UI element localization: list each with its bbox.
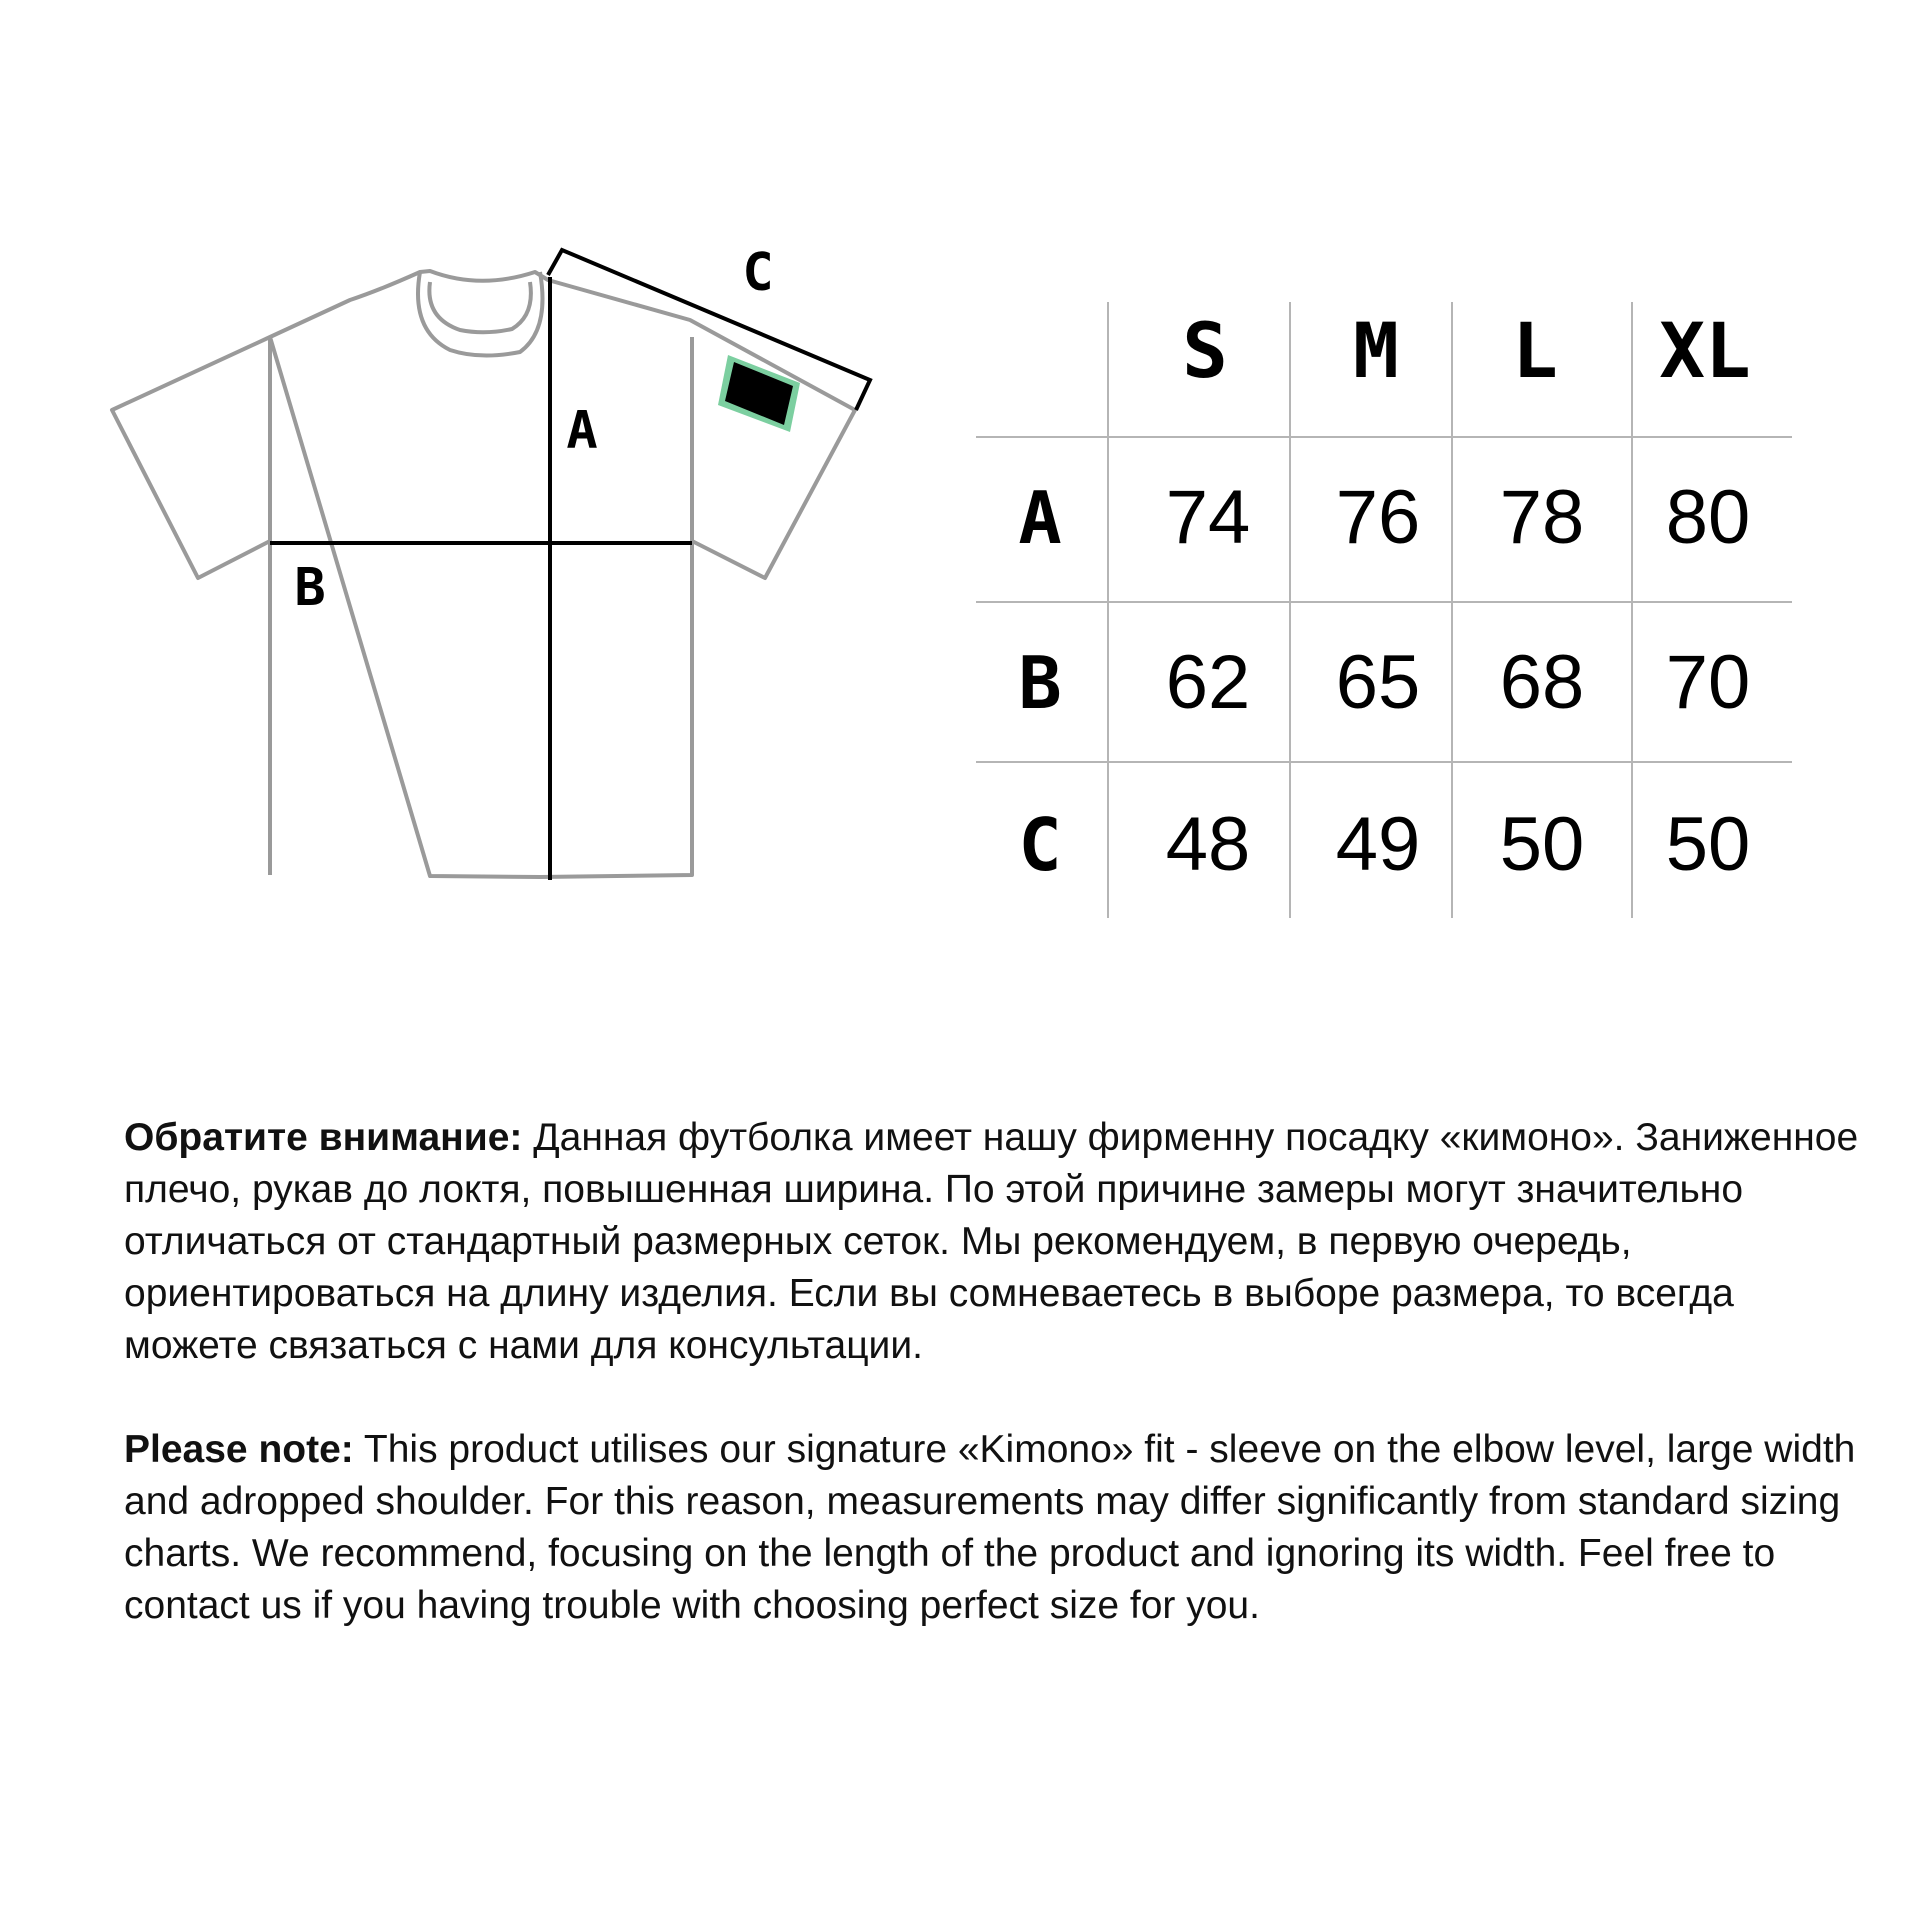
note-russian (124, 1112, 1864, 1372)
size-header-l: L (1512, 306, 1558, 395)
cell-a-l: 78 (1499, 475, 1585, 560)
size-header-xl: XL (1659, 306, 1751, 395)
chest-label-patch (718, 355, 800, 432)
note-english-label: Please note: (124, 1428, 354, 1471)
cell-c-xl: 50 (1665, 802, 1751, 887)
note-english-text: This product utilises our signature «Kimono» fit - sleeve on the elbow level, large width and adropped shoulder. For this reason, measurements may differ significantly from standard sizing charts. We recommend, focusing on the length of the product and ignoring its width. Feel free to contact us if you having trouble with choosing perfect size for you. (124, 1428, 1856, 1627)
cell-c-l: 50 (1499, 802, 1585, 887)
cell-a-m: 76 (1335, 475, 1421, 560)
cell-a-s: 74 (1165, 475, 1251, 560)
size-table-row-b (1018, 640, 1750, 725)
note-english (124, 1424, 1864, 1632)
measurement-lines (270, 250, 870, 880)
size-table-row-c (1018, 802, 1750, 887)
diagram-label-a: A (566, 401, 598, 461)
cell-b-xl: 70 (1665, 640, 1751, 725)
note-russian-label: Обратите внимание: (124, 1116, 523, 1159)
cell-c-s: 48 (1165, 802, 1251, 887)
cell-a-xl: 80 (1665, 475, 1751, 560)
cell-b-l: 68 (1499, 640, 1585, 725)
row-label-b: B (1018, 641, 1062, 725)
size-table-row-a (1018, 475, 1750, 560)
cell-c-m: 49 (1335, 802, 1421, 887)
notes-section (124, 1112, 1864, 1684)
row-label-a: A (1018, 476, 1062, 560)
size-table-header (1182, 306, 1751, 395)
cell-b-m: 65 (1335, 640, 1421, 725)
row-label-c: C (1018, 803, 1062, 887)
cell-b-s: 62 (1165, 640, 1251, 725)
diagram-label-b: B (294, 558, 326, 618)
diagram-label-c: C (742, 243, 774, 303)
size-header-m: M (1353, 306, 1399, 395)
note-russian-text: Данная футболка имеет нашу фирменну посадку «кимоно». Заниженное плечо, рукав до локтя, повышенная ширина. По этой причине замеры могут значительно отличаться от стандартный размерных сеток. Мы рекомендуем, в первую очередь, ориентироваться на длину изделия. Если вы сомневаетесь в выборе размера, то всегда можете связаться с нами для консультации. (124, 1116, 1859, 1367)
size-header-s: S (1182, 306, 1228, 395)
